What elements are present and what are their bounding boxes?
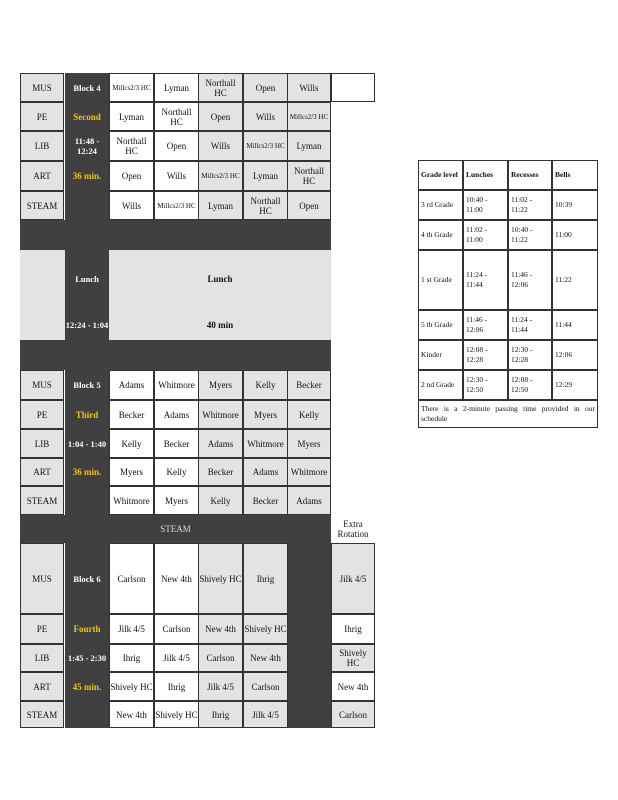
grade-table-cell: 3 rd Grade [418, 190, 463, 220]
extra-rotation-cell: Jilk 4/5 [331, 543, 375, 614]
teacher-cell: Becker [243, 486, 288, 515]
grade-table-note: There is a 2-minute passing time provided in our schedule [418, 400, 598, 428]
grade-table-cell: 11:44 [552, 310, 598, 340]
teacher-cell: Jilk 4/5 [109, 614, 154, 644]
teacher-cell: Northall HC [154, 102, 199, 131]
block-info: Block 6 [73, 573, 101, 584]
teacher-cell: Wills [109, 191, 154, 220]
teacher-cell: Shively HC [109, 672, 154, 701]
teacher-cell: Carlson [243, 672, 288, 701]
special-label: MUS [20, 543, 64, 614]
teacher-cell: Open [154, 131, 199, 161]
teacher-cell: Myers [243, 400, 288, 429]
teacher-cell: Adams [154, 400, 199, 429]
special-label: STEAM [20, 701, 64, 728]
grade-table-cell: 11:02 - 11:00 [463, 220, 508, 250]
grade-table-header: Bells [552, 160, 598, 190]
block-info: Second [73, 111, 101, 122]
grade-table-cell: 10:39 [552, 190, 598, 220]
teacher-cell: Kelly [287, 400, 331, 429]
teacher-cell: New 4th [154, 543, 199, 614]
extra-rotation-cell: Ihrig [331, 614, 375, 644]
teacher-cell: Carlson [109, 543, 154, 614]
block-info: 36 min. [72, 467, 102, 477]
teacher-cell: Jilk 4/5 [198, 672, 243, 701]
special-label: PE [20, 614, 64, 644]
teacher-cell: Myers [198, 370, 243, 400]
grade-table-cell: 4 th Grade [418, 220, 463, 250]
special-label: LIB [20, 429, 64, 458]
teacher-cell: Myers [109, 458, 154, 486]
special-label: ART [20, 672, 64, 701]
teacher-cell: Millcs2/3 HC [287, 102, 331, 131]
teacher-cell: New 4th [243, 644, 288, 672]
teacher-cell: Whitmore [243, 429, 288, 458]
teacher-cell: Shively HC [243, 614, 288, 644]
block-info: 1:45 - 2:30 [67, 653, 107, 663]
grade-table-cell: 10:40 - 11:22 [508, 220, 552, 250]
grade-table-cell: 11:24 - 11:44 [463, 250, 508, 310]
teacher-cell: Becker [198, 458, 243, 486]
grade-table-header: Lunches [463, 160, 508, 190]
teacher-cell: Open [243, 73, 288, 102]
block-info: 11:48 - 12:24 [74, 136, 100, 156]
block-info: Fourth [73, 624, 101, 634]
grade-table-cell: 12:08 - 12:28 [463, 340, 508, 370]
grade-table-cell: 12:06 [552, 340, 598, 370]
grade-table-cell: Kinder [418, 340, 463, 370]
special-label: PE [20, 400, 64, 429]
teacher-cell: Whitmore [198, 400, 243, 429]
special-label: MUS [20, 73, 64, 102]
block-info: 36 min. [72, 171, 102, 181]
lunch-duration: 40 min [206, 320, 234, 330]
grade-table-cell: 11:22 [552, 250, 598, 310]
teacher-cell: Shively HC [154, 701, 199, 728]
special-label: PE [20, 102, 64, 131]
block-info: Block 4 [73, 82, 101, 93]
teacher-cell: Carlson [154, 614, 199, 644]
lunch-label-left: Lunch [75, 274, 99, 284]
teacher-cell: Whitmore [154, 370, 199, 400]
teacher-cell: Wills [287, 73, 331, 102]
teacher-cell: Jilk 4/5 [154, 644, 199, 672]
empty-cell [331, 73, 375, 102]
special-label: STEAM [20, 191, 64, 220]
grade-table-header: Grade level [418, 160, 463, 190]
teacher-cell: Kelly [198, 486, 243, 515]
teacher-cell: Northall HC [243, 191, 288, 220]
teacher-cell: Wills [198, 131, 243, 161]
grade-table-cell: 10:40 - 11:00 [463, 190, 508, 220]
teacher-cell: Shively HC [198, 543, 243, 614]
teacher-cell: Adams [109, 370, 154, 400]
teacher-cell: Ihrig [243, 543, 288, 614]
teacher-cell: Adams [198, 429, 243, 458]
teacher-cell: Lyman [243, 161, 288, 191]
teacher-cell: Whitmore [287, 458, 331, 486]
teacher-cell: Ihrig [154, 672, 199, 701]
teacher-cell: Open [109, 161, 154, 191]
block-info: Third [75, 409, 99, 420]
grade-table-cell: 11:24 - 11:44 [508, 310, 552, 340]
grade-table-cell: 11:02 - 11:22 [508, 190, 552, 220]
grade-table-cell: 12:30 - 12:50 [463, 370, 508, 400]
lunch-label-center: Lunch [207, 274, 233, 284]
separator-band-2 [20, 340, 331, 370]
teacher-cell: Ihrig [198, 701, 243, 728]
extra-rotation-cell: New 4th [331, 672, 375, 701]
teacher-cell: Millcs2/3 HC [243, 131, 288, 161]
grade-table-cell: 11:00 [552, 220, 598, 250]
teacher-cell: Becker [154, 429, 199, 458]
teacher-cell: Lyman [109, 102, 154, 131]
teacher-cell: Millcs2/3 HC [198, 161, 243, 191]
teacher-cell: Lyman [287, 131, 331, 161]
teacher-cell: Kelly [154, 458, 199, 486]
extra-rotation-cell: Shively HC [331, 644, 375, 672]
grade-table-header: Recesses [508, 160, 552, 190]
teacher-cell: Kelly [109, 429, 154, 458]
teacher-cell: Myers [287, 429, 331, 458]
special-label: MUS [20, 370, 64, 400]
special-label: ART [20, 161, 64, 191]
grade-table-cell: 12:29 [552, 370, 598, 400]
teacher-cell: Wills [154, 161, 199, 191]
teacher-cell: Northall HC [109, 131, 154, 161]
block-info: 45 min. [72, 681, 102, 692]
teacher-cell: Northall HC [287, 161, 331, 191]
special-label: ART [20, 458, 64, 486]
block6-dark-column [287, 543, 331, 728]
teacher-cell: Becker [109, 400, 154, 429]
grade-table-cell: 12:30 - 12:28 [508, 340, 552, 370]
teacher-cell: Millcs2/3 HC [109, 73, 154, 102]
teacher-cell: Kelly [243, 370, 288, 400]
teacher-cell: Open [287, 191, 331, 220]
teacher-cell: Lyman [198, 191, 243, 220]
block-info: 1:04 - 1:40 [67, 438, 107, 449]
block-info: Block 5 [73, 380, 101, 390]
teacher-cell: Carlson [198, 644, 243, 672]
extra-rotation-header: Extra Rotation [337, 519, 369, 539]
special-label: LIB [20, 131, 64, 161]
teacher-cell: Northall HC [198, 73, 243, 102]
special-label: STEAM [20, 486, 64, 515]
grade-table-cell: 1 st Grade [418, 250, 463, 310]
steam-header: STEAM [160, 524, 191, 534]
grade-table-cell: 11:46 - 12:06 [463, 310, 508, 340]
teacher-cell: Ihrig [109, 644, 154, 672]
grade-table-cell: 5 th Grade [418, 310, 463, 340]
extra-rotation-cell: Carlson [331, 701, 375, 728]
teacher-cell: Millcs2/3 HC [154, 191, 199, 220]
lunch-left-spacer [20, 250, 65, 340]
teacher-cell: Wills [243, 102, 288, 131]
teacher-cell: New 4th [109, 701, 154, 728]
teacher-cell: Adams [243, 458, 288, 486]
lunch-time: 12:24 - 1:04 [65, 320, 109, 330]
grade-table-cell: 2 nd Grade [418, 370, 463, 400]
grade-table-cell: 11:46 - 12:06 [508, 250, 552, 310]
teacher-cell: New 4th [198, 614, 243, 644]
teacher-cell: Whitmore [109, 486, 154, 515]
teacher-cell: Open [198, 102, 243, 131]
teacher-cell: Myers [154, 486, 199, 515]
special-label: LIB [20, 644, 64, 672]
teacher-cell: Becker [287, 370, 331, 400]
separator-band [20, 220, 331, 250]
grade-table-cell: 12:08 - 12:50 [508, 370, 552, 400]
teacher-cell: Lyman [154, 73, 199, 102]
teacher-cell: Adams [287, 486, 331, 515]
teacher-cell: Jilk 4/5 [243, 701, 288, 728]
